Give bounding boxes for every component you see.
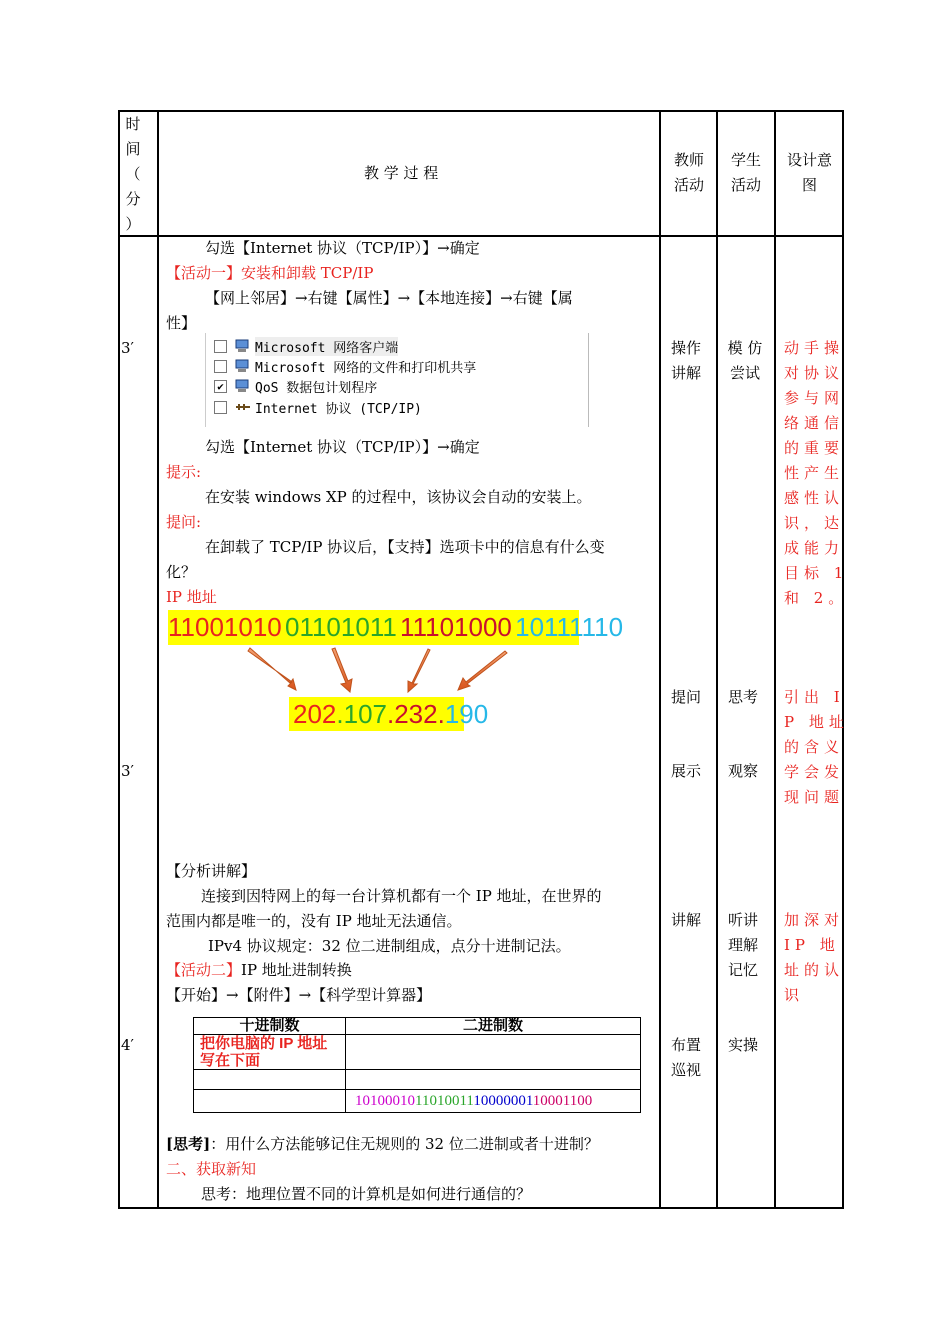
binary-example-octet-2: 11010011 (415, 1092, 474, 1109)
decimal-input-cell[interactable] (194, 1070, 346, 1090)
table-right-border (842, 110, 844, 1209)
checkbox[interactable] (214, 340, 227, 353)
checkbox-label: Microsoft 网络的文件和打印机共享 (255, 360, 477, 376)
activity1-heading: 【活动一】安装和卸载 TCP/IP (166, 264, 374, 282)
student-activity-2: 思考 (727, 688, 758, 706)
time-row3: 4′ (121, 1036, 134, 1054)
table-bottom-border (118, 1207, 843, 1209)
binary-ip (168, 610, 624, 645)
activity2-heading: 【活动二】IP 地址进制转换 (166, 961, 352, 979)
binary-octet-4: 10111110 (515, 612, 624, 642)
checkbox-row-qos[interactable] (214, 376, 377, 396)
student-activity-4: 听讲 理解 记忆 (727, 911, 758, 979)
binary-input-cell-2[interactable] (346, 1070, 641, 1090)
binary-octet-3: 11101000 (400, 612, 512, 642)
teacher-activity-1: 操作 讲解 (670, 339, 701, 382)
qos-icon (235, 379, 251, 393)
student-activity-5: 实操 (727, 1036, 758, 1054)
student-activity-3: 观察 (727, 762, 758, 780)
table-header-decimal: 十进制数 (194, 1018, 346, 1035)
checkbox-row-tcpip[interactable] (214, 397, 422, 417)
arrow-4 (458, 651, 507, 690)
table-header-binary: 二进制数 (346, 1018, 641, 1035)
analysis-text-b: 范围内都是唯一的，没有 IP 地址无法通信。 (166, 912, 462, 930)
think-question: [思考]：用什么方法能够记住无规则的 32 位二进制或者十进制？ (166, 1135, 599, 1153)
think-tag: [思考] (166, 1135, 211, 1153)
steps-line-b: 性】 (166, 314, 197, 332)
analysis-text-a: 连接到因特网上的每一台计算机都有一个 IP 地址，在世界的 (201, 887, 602, 905)
checkbox-label: Internet 协议 (TCP/IP) (255, 401, 422, 417)
section-2-heading: 二、获取新知 (166, 1160, 257, 1178)
select-tcpip-line: 勾选【Internet 协议（TCP/IP）】→确定 (205, 239, 480, 257)
teacher-activity-2: 提问 (670, 688, 701, 706)
decimal-octet-1: 202 (293, 699, 337, 729)
steps-line-a: 【网上邻居】→右键【属性】→【本地连接】→右键【属 (205, 289, 573, 307)
checkbox[interactable] (214, 401, 227, 414)
conversion-table (193, 1017, 641, 1113)
teacher-activity-5: 布置 巡视 (670, 1036, 701, 1079)
design-intent-1: 动手操对协议参与网络通信的重要性产生感性认识，达成能力目标 1 和 2。 (784, 339, 849, 607)
header-student: 学生 活动 (730, 151, 761, 194)
decimal-octet-2: .107 (336, 699, 387, 729)
checkbox-label: Microsoft 网络客户端 (255, 337, 398, 356)
calculator-path: 【开始】→【附件】→【科学型计算器】 (166, 986, 432, 1004)
binary-example (346, 1090, 641, 1113)
checkbox-row-client[interactable] (214, 336, 398, 356)
checkbox-label: QoS 数据包计划程序 (255, 380, 378, 396)
network-client-icon (235, 339, 251, 353)
ip-address-label: IP 地址 (166, 588, 217, 606)
binary-example-octet-3: 10000001 (473, 1092, 533, 1109)
binary-example-octet-4: 10001100 (532, 1092, 593, 1109)
table-top-border (118, 110, 843, 112)
select-tcpip-line-2: 勾选【Internet 协议（TCP/IP）】→确定 (205, 438, 480, 456)
teacher-activity-3: 展示 (670, 762, 701, 780)
col-divider-1 (157, 110, 159, 1209)
decimal-input-cell-2[interactable] (194, 1090, 346, 1113)
time-row1: 3′ (121, 339, 134, 357)
question-text-a: 在卸载了 TCP/IP 协议后，【支持】选项卡中的信息有什么变 (205, 538, 605, 556)
tip-label: 提示: (166, 463, 202, 481)
col-divider-4 (774, 110, 776, 1209)
checkbox[interactable] (214, 360, 227, 373)
design-intent-2: 引出 IP 地址的含义学会发现问题 (784, 688, 849, 806)
time-row2: 3′ (121, 762, 134, 780)
checkbox-checked[interactable]: ✔ (214, 380, 227, 393)
binary-octet-1: 11001010 (168, 612, 282, 642)
binary-input-cell[interactable] (346, 1035, 641, 1070)
arrow-2 (332, 648, 352, 692)
decimal-ip (289, 697, 489, 731)
binary-example-octet-1: 10100010 (355, 1092, 415, 1109)
file-share-icon (235, 359, 251, 373)
decimal-octet-3: .232. (387, 699, 445, 729)
decimal-octet-4: 190 (444, 699, 489, 729)
ip-input-prompt: 把你电脑的 IP 地址写在下面 (194, 1035, 346, 1070)
student-activity-1: 模 仿 尝试 (727, 339, 763, 382)
binary-octet-2: 01101011 (284, 612, 397, 642)
question-text-b: 化？ (166, 563, 197, 581)
header-time: 时 间 （ 分 ） (125, 115, 141, 233)
arrow-1 (248, 648, 296, 690)
analysis-heading: 【分析讲解】 (166, 862, 257, 880)
think-question-2: 思考：地理位置不同的计算机是如何进行通信的？ (201, 1185, 532, 1203)
header-design: 设计意 图 (786, 151, 832, 194)
table-left-border (118, 110, 120, 1209)
header-process: 教 学 过 程 (364, 164, 439, 182)
arrow-3 (408, 649, 430, 692)
teacher-activity-4: 讲解 (670, 911, 701, 929)
conversion-arrows (240, 646, 520, 696)
question-label: 提问: (166, 513, 202, 531)
header-teacher: 教师 活动 (673, 151, 704, 194)
design-intent-3: 加深对 IP 地址的认识 (784, 911, 845, 1004)
tip-text: 在安装 windows XP 的过程中，该协议会自动的安装上。 (205, 488, 592, 506)
checkbox-row-fileshare[interactable] (214, 356, 476, 376)
ipv4-rule: IPv4 协议规定：32 位二进制组成，点分十进制记法。 (208, 937, 571, 955)
protocol-icon (235, 400, 251, 414)
